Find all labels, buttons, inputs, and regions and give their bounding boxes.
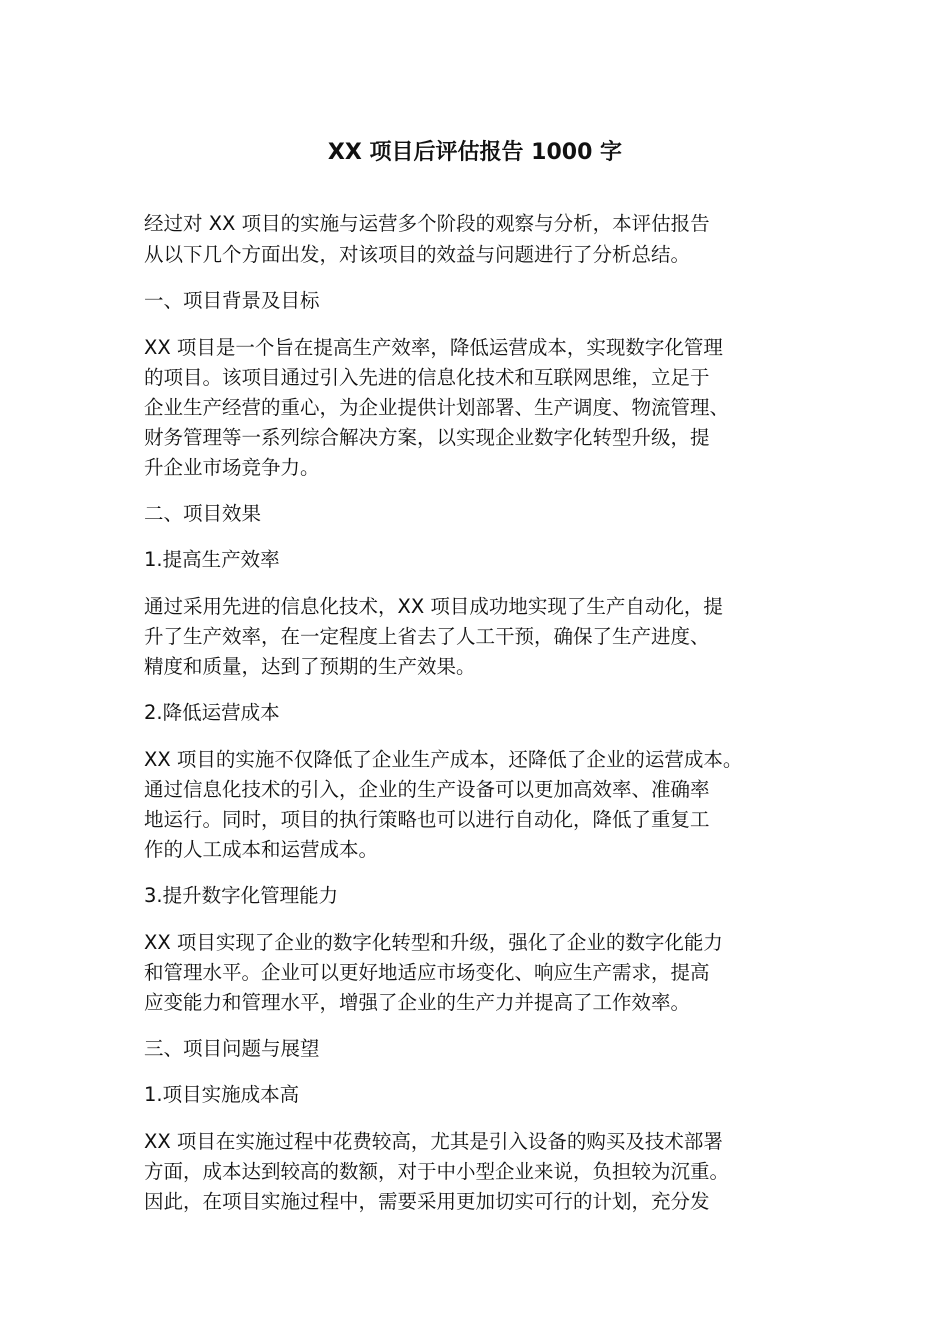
subsection-heading: 3.提升数字化管理能力	[144, 884, 339, 907]
text-line: 应变能力和管理水平，增强了企业的生产力并提高了工作效率。	[144, 991, 691, 1014]
subsection-heading: 1.项目实施成本高	[144, 1083, 300, 1106]
text-line: XX 项目是一个旨在提高生产效率，降低运营成本，实现数字化管理	[144, 336, 723, 359]
text-line: 和管理水平。企业可以更好地适应市场变化、响应生产需求，提高	[144, 961, 710, 984]
subsection-heading: 2.降低运营成本	[144, 701, 280, 724]
subsection-heading: 1.提高生产效率	[144, 548, 280, 571]
text-line: 从以下几个方面出发，对该项目的效益与问题进行了分析总结。	[144, 243, 691, 266]
section-heading: 三、项目问题与展望	[144, 1037, 320, 1060]
text-line: 企业生产经营的重心，为企业提供计划部署、生产调度、物流管理、	[144, 396, 730, 419]
text-line: 作的人工成本和运营成本。	[144, 838, 379, 861]
text-line: 方面，成本达到较高的数额，对于中小型企业来说，负担较为沉重。	[144, 1160, 730, 1183]
text-line: 财务管理等一系列综合解决方案，以实现企业数字化转型升级，提	[144, 426, 710, 449]
document-title: XX 项目后评估报告 1000 字	[327, 140, 623, 165]
text-line: 经过对 XX 项目的实施与运营多个阶段的观察与分析，本评估报告	[144, 212, 710, 235]
text-line: 地运行。同时，项目的执行策略也可以进行自动化，降低了重复工	[144, 808, 710, 831]
text-line: XX 项目实现了企业的数字化转型和升级，强化了企业的数字化能力	[144, 931, 723, 954]
text-line: XX 项目在实施过程中花费较高，尤其是引入设备的购买及技术部署	[144, 1130, 723, 1153]
text-line: 精度和质量，达到了预期的生产效果。	[144, 655, 476, 678]
text-line: 通过采用先进的信息化技术，XX 项目成功地实现了生产自动化，提	[144, 595, 723, 618]
text-line: XX 项目的实施不仅降低了企业生产成本，还降低了企业的运营成本。	[144, 748, 743, 771]
section-heading: 二、项目效果	[144, 502, 262, 525]
text-line: 升了生产效率，在一定程度上省去了人工干预，确保了生产进度、	[144, 625, 710, 648]
section-heading: 一、项目背景及目标	[144, 289, 320, 312]
text-line: 升企业市场竞争力。	[144, 456, 320, 479]
text-line: 通过信息化技术的引入，企业的生产设备可以更加高效率、准确率	[144, 778, 710, 801]
text-line: 因此，在项目实施过程中，需要采用更加切实可行的计划，充分发	[144, 1190, 710, 1213]
text-line: 的项目。该项目通过引入先进的信息化技术和互联网思维，立足于	[144, 366, 710, 389]
